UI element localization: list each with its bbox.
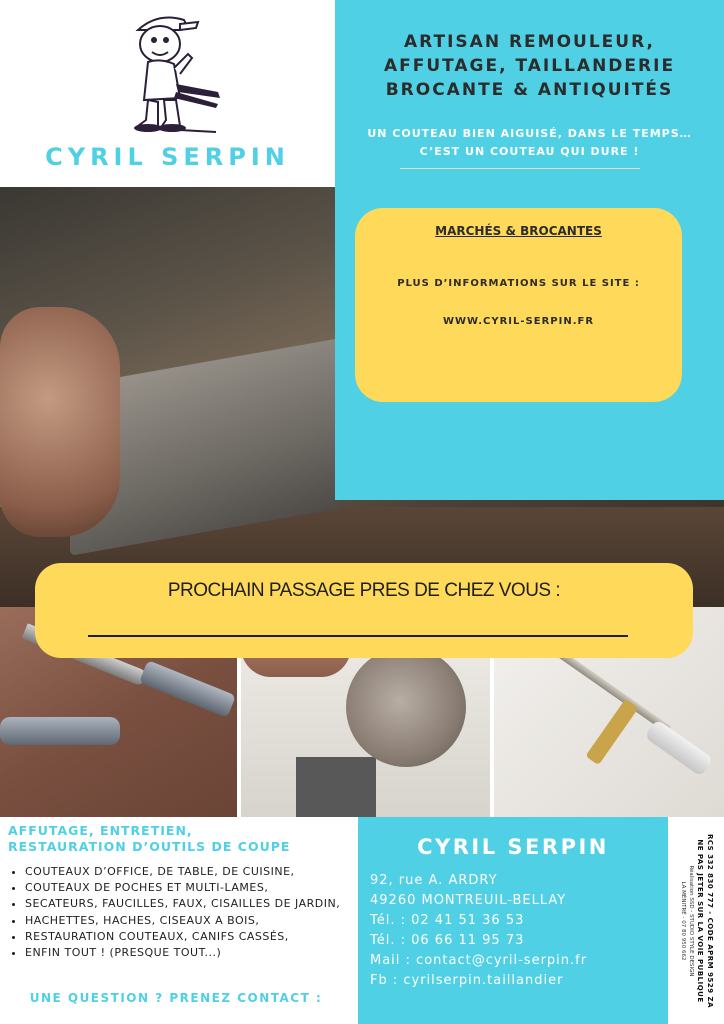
next-visit-banner <box>35 563 693 658</box>
list-item: • COUTEAUX DE POCHES ET MULTI-LAMES, <box>25 880 365 896</box>
grinding-wheel <box>346 647 466 767</box>
contact-city: 49260 MONTREUIL-BELLAY <box>370 893 567 908</box>
mascot-grinder-illustration <box>118 8 228 136</box>
tagline <box>335 125 724 161</box>
design-credit-line: Réalisation SSD - STUDIO STYLE DESIGN <box>688 864 694 977</box>
contact-facebook[interactable]: Fb : cyrilserpin.taillandier <box>370 973 564 988</box>
contact-name: CYRIL SERPIN <box>417 835 609 859</box>
trade-title-line: BROCANTE & ANTIQUITÉS <box>385 80 674 100</box>
trade-title <box>335 30 724 102</box>
services-title-line: AFFUTAGE, ENTRETIEN, <box>8 823 193 838</box>
trade-title-line: AFFUTAGE, TAILLANDERIE <box>383 56 676 76</box>
design-credit-line: LA MÉNITRÉ - 07 80 950 662 <box>680 880 686 961</box>
brand-name: CYRIL SERPIN <box>45 143 290 171</box>
legal-notice <box>695 821 715 1021</box>
services-list <box>10 864 365 961</box>
tagline-divider <box>400 168 640 169</box>
legal-notice-line: RCS 332 830 777 - CODE APRM 9529 ZA <box>706 833 714 1008</box>
intro-panel <box>335 0 724 500</box>
list-item: • RESTAURATION COUTEAUX, CANIFS CASSÉS, <box>25 929 365 945</box>
grinder-base <box>296 757 376 817</box>
next-visit-label: PROCHAIN PASSAGE PRES DE CHEZ VOUS : <box>167 580 561 601</box>
contact-panel <box>358 817 668 1024</box>
list-item: • SECATEURS, FAUCILLES, FAUX, CISAILLES DE JARDIN, <box>25 896 365 912</box>
tagline-line: UN COUTEAU BIEN AIGUISÉ, DANS LE TEMPS… <box>367 127 692 140</box>
hero-hand <box>0 307 120 537</box>
services-title <box>8 823 353 855</box>
contact-phone-mobile[interactable]: Tél. : 06 66 11 95 73 <box>370 933 525 948</box>
legal-notice-line: NE PAS JETER SUR LA VOIE PUBLIQUE <box>696 838 704 1003</box>
legal-strip <box>670 817 724 1024</box>
contact-street: 92, rue A. ARDRY <box>370 873 498 888</box>
sword-grip <box>644 719 714 777</box>
list-item: • COUTEAUX D’OFFICE, DE TABLE, DE CUISINE, <box>25 864 365 880</box>
legal-text <box>679 821 715 1021</box>
tagline-line: C’EST UN COUTEAU QUI DURE ! <box>419 145 640 158</box>
services-title-line: RESTAURATION D’OUTILS DE COUPE <box>8 839 291 854</box>
sword-guard <box>585 699 638 766</box>
markets-title: MARCHÉS & BROCANTES <box>435 224 602 238</box>
logo-block <box>0 0 335 187</box>
list-item: • ENFIN TOUT ! (PRESQUE TOUT...) <box>25 945 365 961</box>
next-visit-fill-line <box>88 635 628 637</box>
knife-sheath <box>0 717 120 745</box>
list-item: • HACHETTES, HACHES, CISEAUX A BOIS, <box>25 913 365 929</box>
contact-call-to-action: UNE QUESTION ? PRENEZ CONTACT : <box>29 991 323 1005</box>
design-credit <box>679 821 695 1021</box>
contact-phone-landline[interactable]: Tél. : 02 41 51 36 53 <box>370 913 525 928</box>
website-link[interactable]: WWW.CYRIL-SERPIN.FR <box>442 316 595 327</box>
knife-handle <box>139 660 236 718</box>
trade-title-line: ARTISAN REMOULEUR, <box>404 32 655 52</box>
contact-email[interactable]: Mail : contact@cyril-serpin.fr <box>370 953 588 968</box>
markets-card <box>355 208 682 402</box>
markets-info: PLUS D’INFORMATIONS SUR LE SITE : <box>397 278 640 289</box>
